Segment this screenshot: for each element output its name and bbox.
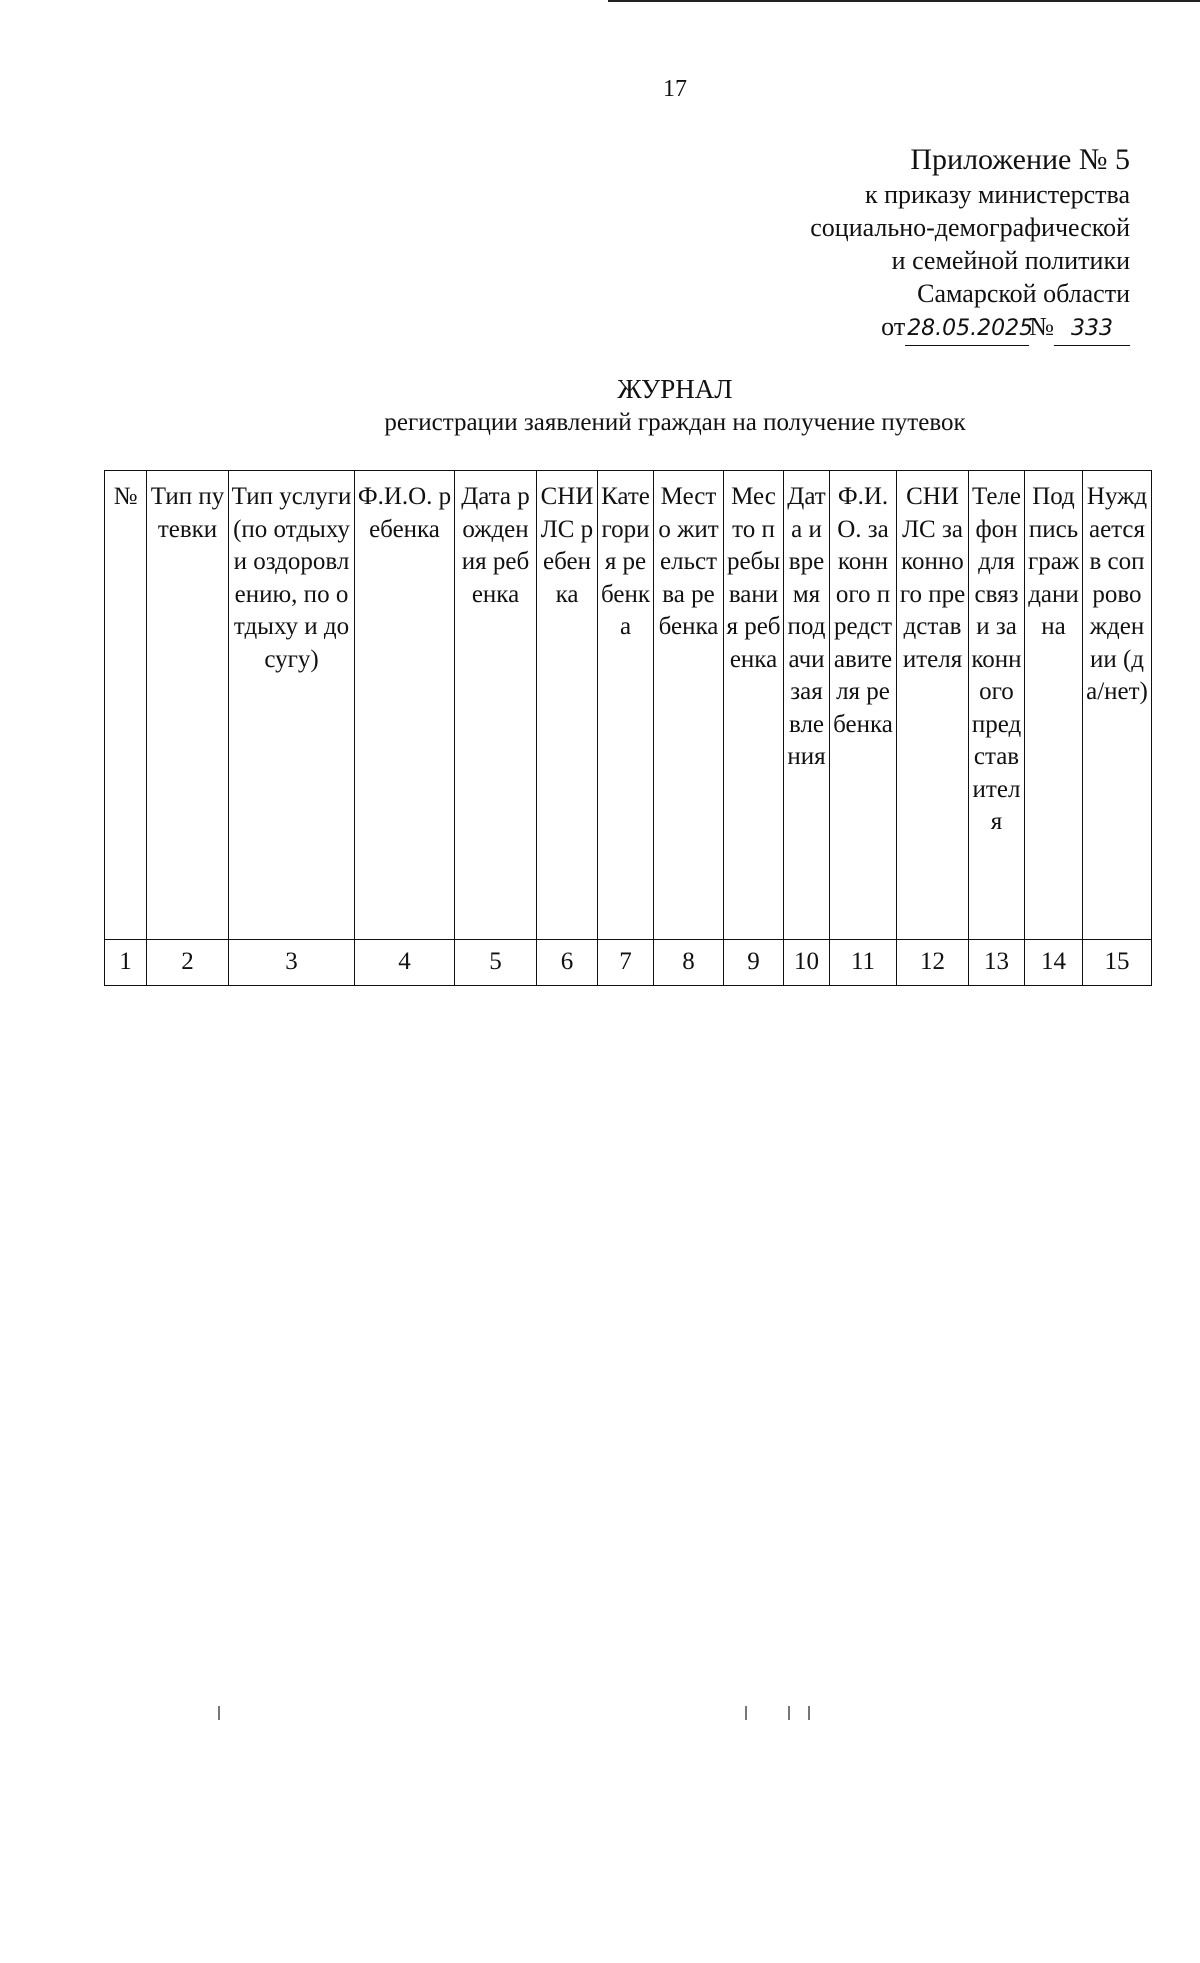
scan-speck [745,1706,747,1720]
header-cell-residence: Место жительства ребенка [654,471,724,940]
column-number-cell: 12 [897,940,969,986]
journal-heading [0,372,1200,440]
column-number-cell: 5 [455,940,537,986]
header-cell-escort-needed: Нуждается в сопровождении (да/нет) [1083,471,1152,940]
header-cell-signature: Подпись гражданина [1025,471,1083,940]
column-number-cell: 3 [229,940,355,986]
header-cell-child-snils: СНИЛС ребенка [537,471,598,940]
header-cell-representative-name: Ф.И.О. законного представителя ребенка [830,471,897,940]
number-prefix: № [1029,312,1054,341]
appendix-block [810,142,1130,346]
scan-edge-line [608,0,1200,2]
column-number-cell: 6 [537,940,598,986]
header-cell-child-name: Ф.И.О. ребенка [355,471,455,940]
appendix-line-4: Самарской области [917,279,1130,308]
header-cell-service-type: Тип услуги (по отдыху и оздоровлению, по отдыху и досугу) [229,471,355,940]
journal-table [104,470,1152,986]
header-cell-representative-phone: Телефон для связи законного представителя [969,471,1025,940]
header-cell-representative-snils: СНИЛС законного представителя [897,471,969,940]
scan-artifacts [0,1706,1200,1726]
column-number-cell: 2 [147,940,229,986]
date-prefix: от [881,312,906,341]
appendix-line-1: к приказу министерства [865,180,1130,209]
handwritten-number: 333 [1054,312,1130,346]
column-number-cell: 7 [598,940,654,986]
column-number-cell: 11 [830,940,897,986]
appendix-line-2: социально-демографической [810,213,1130,242]
scan-speck [218,1706,220,1720]
column-number-cell: 9 [724,940,784,986]
scan-speck [808,1706,810,1720]
header-row [105,471,1152,940]
header-cell-child-birthdate: Дата рождения ребенка [455,471,537,940]
appendix-line-3: и семейной политики [891,246,1130,275]
handwritten-date: 28.05.2025 [905,312,1029,346]
column-number-cell: 14 [1025,940,1083,986]
journal-subtitle: регистрации заявлений граждан на получение путевок [384,409,966,436]
header-cell-stay-place: Место пребывания ребенка [724,471,784,940]
header-cell-submission-datetime: Дата и время подачи заявления [784,471,830,940]
page-number: 17 [663,76,687,102]
column-number-cell: 15 [1083,940,1152,986]
order-date-line [881,310,1130,346]
header-cell-voucher-type: Тип путевки [147,471,229,940]
column-number-row [105,940,1152,986]
header-cell-number: № [105,471,147,940]
column-number-cell: 1 [105,940,147,986]
appendix-title: Приложение № 5 [910,143,1130,176]
column-number-cell: 13 [969,940,1025,986]
scan-speck [788,1706,790,1720]
column-number-cell: 8 [654,940,724,986]
header-cell-child-category: Категория ребенка [598,471,654,940]
journal-title: ЖУРНАЛ [617,374,733,404]
column-number-cell: 10 [784,940,830,986]
column-number-cell: 4 [355,940,455,986]
